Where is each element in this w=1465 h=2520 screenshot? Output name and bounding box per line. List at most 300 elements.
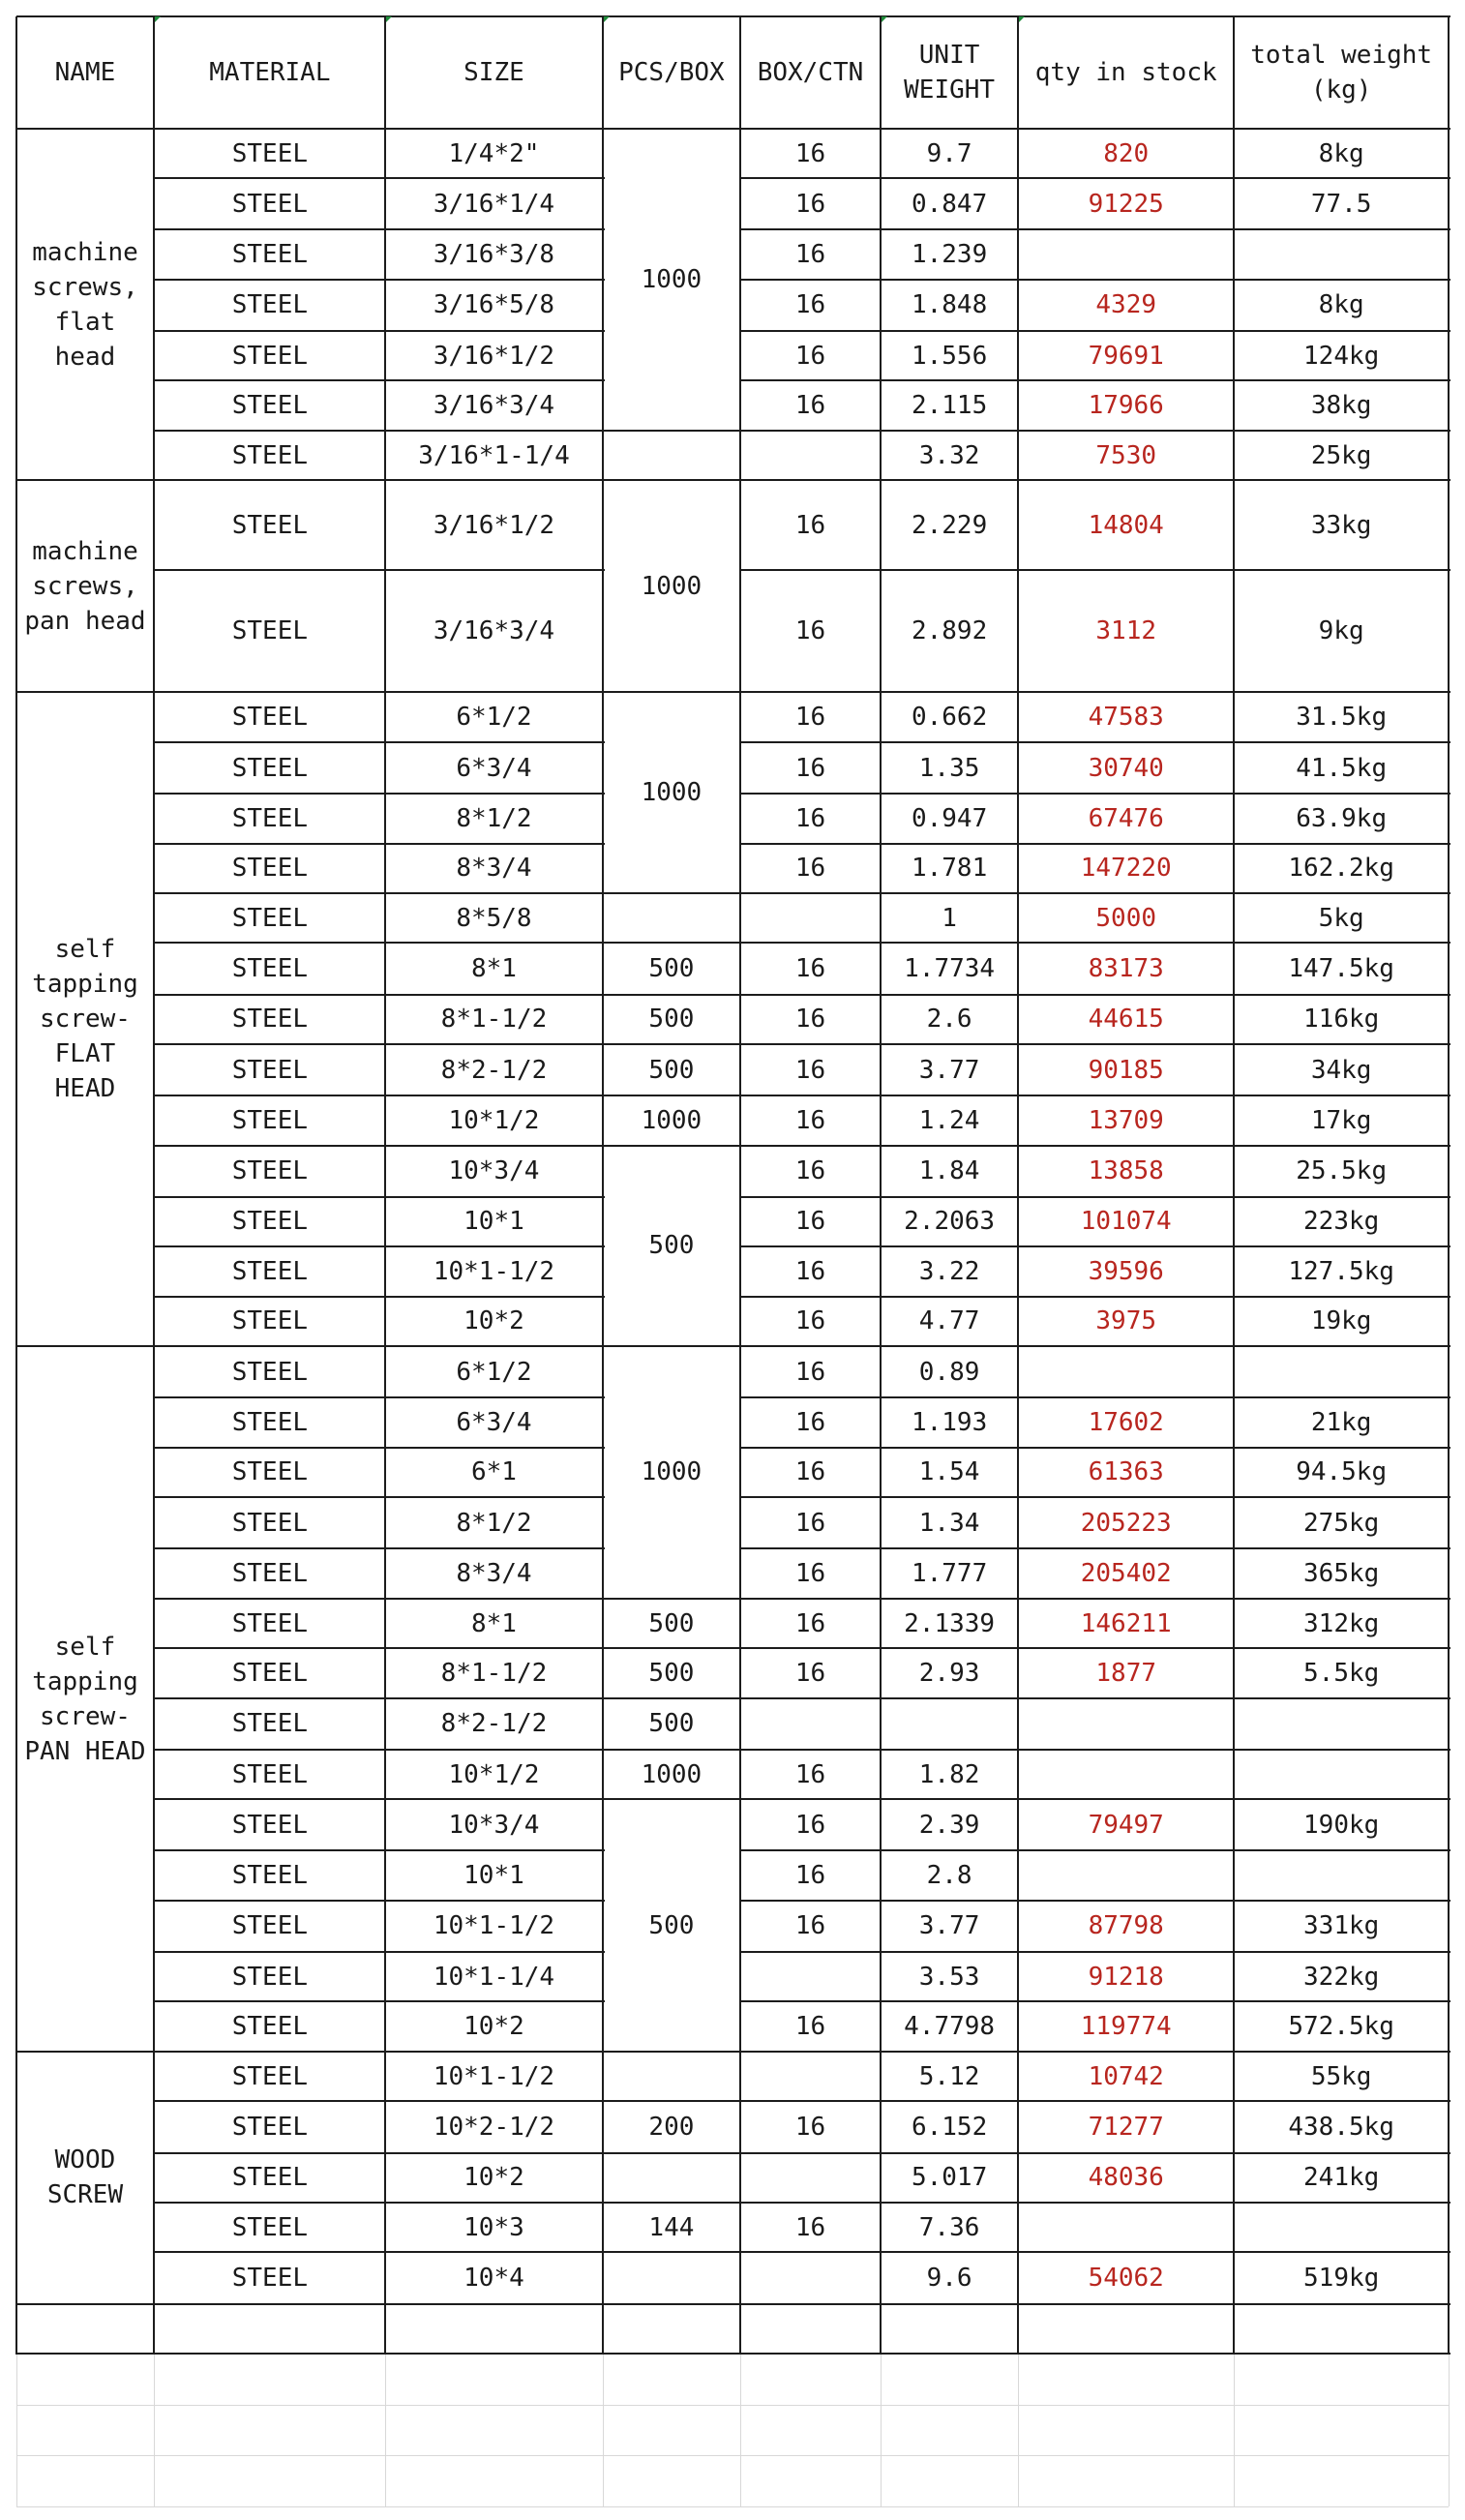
qty-in-stock-cell: 87798 <box>1088 1911 1164 1941</box>
row-border <box>154 1598 604 1600</box>
material-cell: STEEL <box>231 1105 309 1135</box>
total-weight-cell: 33kg <box>1310 510 1372 540</box>
unit-weight-cell: 4.7798 <box>904 2012 996 2042</box>
unit-weight-cell: 1.848 <box>911 290 988 320</box>
total-weight-cell: 5kg <box>1318 903 1364 933</box>
column-border <box>384 16 386 2355</box>
size-cell: 10*3/4 <box>448 1810 540 1840</box>
row-border <box>740 330 1450 332</box>
size-cell: 10*1 <box>463 1207 524 1237</box>
row-border <box>154 1095 604 1096</box>
pcs-box-cell: 144 <box>648 2212 695 2242</box>
qty-in-stock-cell <box>1018 2203 1233 2252</box>
row-border <box>154 1900 604 1902</box>
sheet-gridline <box>385 2354 386 2506</box>
box-ctn-cell: 16 <box>794 341 826 371</box>
header-material: MATERIAL <box>209 57 331 87</box>
unit-weight-cell: 1.34 <box>918 1508 980 1538</box>
group-name: self tapping screw- PAN HEAD <box>24 1632 146 1766</box>
row-border <box>740 994 1450 996</box>
total-weight-cell: 21kg <box>1310 1407 1372 1437</box>
box-ctn-cell: 16 <box>794 1810 826 1840</box>
box-ctn-cell: 16 <box>794 1357 826 1387</box>
total-weight-cell <box>1234 1346 1449 1397</box>
box-ctn-cell: 16 <box>794 803 826 833</box>
group-name: self tapping screw- FLAT HEAD <box>32 935 138 1104</box>
group-name: machine screws, pan head <box>24 536 146 636</box>
total-weight-cell: 25.5kg <box>1296 1156 1388 1186</box>
size-cell: 6*1/2 <box>456 1357 532 1387</box>
row-border <box>154 2000 604 2002</box>
sheet-gridline <box>1449 2354 1450 2506</box>
box-ctn-cell: 16 <box>794 240 826 270</box>
unit-weight-cell: 2.8 <box>926 1861 972 1891</box>
size-cell: 3/16*5/8 <box>433 290 555 320</box>
column-border <box>1448 16 1450 2355</box>
box-ctn-cell: 16 <box>794 1306 826 1336</box>
qty-in-stock-cell <box>1018 229 1233 279</box>
pcs-box-border <box>603 1798 743 1800</box>
material-cell: STEEL <box>231 1407 309 1437</box>
unit-weight-cell: 1.7734 <box>904 954 996 984</box>
material-cell: STEEL <box>231 189 309 219</box>
row-border <box>740 1043 1450 1045</box>
material-cell: STEEL <box>231 1207 309 1237</box>
material-cell: STEEL <box>231 510 309 540</box>
qty-in-stock-cell: 7530 <box>1095 440 1157 470</box>
qty-in-stock-cell: 90185 <box>1088 1055 1164 1085</box>
pcs-box-border <box>603 1095 743 1096</box>
material-cell: STEEL <box>231 1559 309 1589</box>
header-box-ctn: BOX/CTN <box>757 57 864 87</box>
row-border <box>154 741 604 743</box>
unit-weight-cell: 2.2063 <box>904 1207 996 1237</box>
unit-weight-cell: 6.152 <box>911 2112 988 2142</box>
row-border <box>740 2202 1450 2204</box>
pcs-box-cell <box>603 431 741 480</box>
box-ctn-cell: 16 <box>794 1105 826 1135</box>
row-border <box>740 279 1450 281</box>
unit-weight-cell: 2.892 <box>911 616 988 646</box>
material-cell: STEEL <box>231 1005 309 1035</box>
box-ctn-cell: 16 <box>794 1156 826 1186</box>
row-border <box>154 1447 604 1449</box>
qty-in-stock-cell: 91225 <box>1088 189 1164 219</box>
qty-in-stock-cell: 147220 <box>1080 854 1172 884</box>
unit-weight-cell: 7.36 <box>918 2212 980 2242</box>
row-border <box>154 1849 604 1851</box>
unit-weight-cell: 9.7 <box>926 138 972 168</box>
qty-in-stock-cell: 820 <box>1103 138 1150 168</box>
row-border <box>154 2100 604 2102</box>
total-weight-cell <box>1234 1750 1449 1799</box>
unit-weight-cell: 3.77 <box>918 1055 980 1085</box>
pcs-box-border <box>603 2202 743 2204</box>
row-border <box>154 892 604 894</box>
pcs-box-cell: 500 <box>648 954 695 984</box>
row-border <box>154 330 604 332</box>
material-cell: STEEL <box>231 753 309 783</box>
material-cell: STEEL <box>231 2263 309 2293</box>
total-weight-cell: 8kg <box>1318 138 1364 168</box>
size-cell: 10*1-1/2 <box>433 1256 555 1286</box>
material-cell: STEEL <box>231 854 309 884</box>
total-weight-cell: 19kg <box>1310 1306 1372 1336</box>
unit-weight-cell: 0.662 <box>911 703 988 733</box>
pcs-box-cell: 1000 <box>641 778 703 808</box>
total-weight-cell: 190kg <box>1303 1810 1380 1840</box>
total-weight-cell: 322kg <box>1303 1962 1380 1992</box>
unit-weight-cell: 1.781 <box>911 854 988 884</box>
size-cell: 8*1 <box>470 1608 517 1638</box>
size-cell: 8*5/8 <box>456 903 532 933</box>
box-ctn-cell <box>740 2052 880 2101</box>
size-cell: 10*1 <box>463 1861 524 1891</box>
material-cell: STEEL <box>231 616 309 646</box>
total-weight-cell: 55kg <box>1310 2061 1372 2091</box>
total-weight-cell: 572.5kg <box>1288 2012 1394 2042</box>
total-weight-cell: 5.5kg <box>1303 1658 1380 1688</box>
pcs-box-border <box>603 994 743 996</box>
total-weight-cell: 17kg <box>1310 1105 1372 1135</box>
total-weight-cell: 124kg <box>1303 341 1380 371</box>
material-cell: STEEL <box>231 1861 309 1891</box>
row-border <box>154 1043 604 1045</box>
group-name: machine screws, flat head <box>32 237 138 372</box>
box-ctn-cell: 16 <box>794 1207 826 1237</box>
size-cell: 10*1-1/2 <box>433 1911 555 1941</box>
row-border <box>154 1245 604 1247</box>
row-border <box>740 228 1450 230</box>
total-weight-cell: 275kg <box>1303 1508 1380 1538</box>
unit-weight-cell: 1.24 <box>918 1105 980 1135</box>
total-weight-cell: 116kg <box>1303 1005 1380 1035</box>
green-corner-marker <box>1018 16 1025 23</box>
pcs-box-border <box>603 2251 743 2253</box>
material-cell: STEEL <box>231 1457 309 1487</box>
material-cell: STEEL <box>231 440 309 470</box>
pcs-box-border <box>603 1697 743 1699</box>
total-weight-cell: 519kg <box>1303 2263 1380 2293</box>
pcs-box-border <box>603 942 743 944</box>
total-weight-cell: 31.5kg <box>1296 703 1388 733</box>
row-border <box>154 1145 604 1147</box>
size-cell: 8*2-1/2 <box>440 1709 548 1739</box>
unit-weight-cell: 1.239 <box>911 240 988 270</box>
qty-in-stock-cell: 101074 <box>1080 1207 1172 1237</box>
qty-in-stock-cell: 146211 <box>1080 1608 1172 1638</box>
material-cell: STEEL <box>231 2012 309 2042</box>
pcs-box-border <box>603 1749 743 1751</box>
row-border <box>154 228 604 230</box>
pcs-box-border <box>603 1647 743 1649</box>
unit-weight-cell <box>881 1698 1019 1750</box>
row-border <box>740 1798 1450 1800</box>
box-ctn-cell: 16 <box>794 1457 826 1487</box>
size-cell: 10*2 <box>463 2012 524 2042</box>
box-ctn-cell: 16 <box>794 290 826 320</box>
unit-weight-cell: 1.556 <box>911 341 988 371</box>
pcs-box-cell <box>603 2153 741 2203</box>
total-weight-cell <box>1234 1850 1449 1900</box>
unit-weight-cell: 5.017 <box>911 2163 988 2193</box>
size-cell: 6*3/4 <box>456 753 532 783</box>
table-bottom-border <box>16 2353 1451 2355</box>
size-cell: 6*1 <box>470 1457 517 1487</box>
total-weight-cell: 147.5kg <box>1288 954 1394 984</box>
qty-in-stock-cell: 5000 <box>1095 903 1157 933</box>
total-weight-cell: 34kg <box>1310 1055 1372 1085</box>
total-weight-cell <box>1234 1698 1449 1750</box>
qty-in-stock-cell: 61363 <box>1088 1457 1164 1487</box>
box-ctn-cell: 16 <box>794 1911 826 1941</box>
sheet-gridline <box>740 2354 741 2506</box>
column-border <box>1233 16 1235 2355</box>
sheet-gridline <box>603 2354 604 2506</box>
material-cell: STEEL <box>231 1759 309 1789</box>
total-weight-cell: 312kg <box>1303 1608 1380 1638</box>
qty-in-stock-cell <box>1018 1698 1233 1750</box>
row-border <box>154 1749 604 1751</box>
pcs-box-border <box>603 2100 743 2102</box>
row-border <box>154 1496 604 1498</box>
total-weight-cell: 438.5kg <box>1288 2112 1394 2142</box>
unit-weight-cell: 2.6 <box>926 1005 972 1035</box>
total-weight-cell: 94.5kg <box>1296 1457 1388 1487</box>
size-cell: 10*2-1/2 <box>433 2112 555 2142</box>
sheet-gridline <box>154 2354 155 2506</box>
size-cell: 8*1-1/2 <box>440 1005 548 1035</box>
row-border <box>740 741 1450 743</box>
qty-in-stock-cell: 79497 <box>1088 1810 1164 1840</box>
size-cell: 10*3 <box>463 2212 524 2242</box>
box-ctn-cell <box>740 431 880 480</box>
size-cell: 3/16*1/4 <box>433 189 555 219</box>
box-ctn-cell: 16 <box>794 1005 826 1035</box>
column-border <box>1017 16 1019 2355</box>
pcs-box-cell: 1000 <box>641 571 703 601</box>
box-ctn-cell: 16 <box>794 1256 826 1286</box>
pcs-box-cell <box>603 2252 741 2303</box>
size-cell: 10*1/2 <box>448 1105 540 1135</box>
unit-weight-cell: 1.84 <box>918 1156 980 1186</box>
row-border <box>154 279 604 281</box>
row-border <box>154 2251 604 2253</box>
header-unit-weight: UNIT WEIGHT <box>904 40 996 105</box>
pcs-box-border <box>603 1598 743 1600</box>
size-cell: 1/4*2" <box>448 138 540 168</box>
qty-in-stock-cell: 14804 <box>1088 510 1164 540</box>
size-cell: 8*1-1/2 <box>440 1658 548 1688</box>
unit-weight-cell: 9.6 <box>926 2263 972 2293</box>
qty-in-stock-cell: 3975 <box>1095 1306 1157 1336</box>
pcs-box-border <box>603 430 743 432</box>
row-border <box>740 1496 1450 1498</box>
qty-in-stock-cell: 47583 <box>1088 703 1164 733</box>
pcs-box-cell: 500 <box>648 1231 695 1261</box>
column-border <box>880 16 882 2355</box>
box-ctn-cell: 16 <box>794 2112 826 2142</box>
row-border <box>740 1196 1450 1198</box>
row-border <box>740 2152 1450 2154</box>
size-cell: 8*3/4 <box>456 1559 532 1589</box>
material-cell: STEEL <box>231 1911 309 1941</box>
material-cell: STEEL <box>231 391 309 421</box>
material-cell: STEEL <box>231 240 309 270</box>
unit-weight-cell: 1.35 <box>918 753 980 783</box>
box-ctn-cell: 16 <box>794 854 826 884</box>
material-cell: STEEL <box>231 2212 309 2242</box>
unit-weight-cell: 1.193 <box>911 1407 988 1437</box>
size-cell: 10*4 <box>463 2263 524 2293</box>
unit-weight-cell: 3.53 <box>918 1962 980 1992</box>
size-cell: 10*2 <box>463 2163 524 2193</box>
total-weight-cell: 331kg <box>1303 1911 1380 1941</box>
pcs-box-cell <box>603 893 741 943</box>
row-border <box>740 1447 1450 1449</box>
size-cell: 6*1/2 <box>456 703 532 733</box>
qty-in-stock-cell: 17602 <box>1088 1407 1164 1437</box>
material-cell: STEEL <box>231 1055 309 1085</box>
size-cell: 10*1/2 <box>448 1759 540 1789</box>
row-border <box>740 2100 1450 2102</box>
unit-weight-cell: 0.947 <box>911 803 988 833</box>
row-border <box>154 430 604 432</box>
row-border <box>740 379 1450 381</box>
material-cell: STEEL <box>231 1357 309 1387</box>
row-border <box>740 1598 1450 1600</box>
column-border <box>153 16 155 2355</box>
material-cell: STEEL <box>231 1658 309 1688</box>
box-ctn-cell: 16 <box>794 1759 826 1789</box>
total-weight-cell: 241kg <box>1303 2163 1380 2193</box>
size-cell: 8*1/2 <box>456 1508 532 1538</box>
qty-in-stock-cell: 205223 <box>1080 1508 1172 1538</box>
row-border <box>740 843 1450 845</box>
row-border <box>154 942 604 944</box>
unit-weight-cell: 5.12 <box>918 2061 980 2091</box>
size-cell: 10*1-1/2 <box>433 2061 555 2091</box>
row-border <box>740 793 1450 795</box>
box-ctn-cell: 16 <box>794 1407 826 1437</box>
group-name: WOOD SCREW <box>46 2145 124 2210</box>
unit-weight-cell: 3.77 <box>918 1911 980 1941</box>
pcs-box-cell: 200 <box>648 2112 695 2142</box>
qty-in-stock-cell <box>1018 1850 1233 1900</box>
size-cell: 6*3/4 <box>456 1407 532 1437</box>
total-weight-cell: 9kg <box>1318 616 1364 646</box>
qty-in-stock-cell: 71277 <box>1088 2112 1164 2142</box>
pcs-box-cell: 1000 <box>641 1759 703 1789</box>
row-border <box>740 1547 1450 1549</box>
sheet-gridline <box>16 2354 17 2506</box>
qty-in-stock-cell: 10742 <box>1088 2061 1164 2091</box>
header-name: NAME <box>54 57 116 87</box>
material-cell: STEEL <box>231 1156 309 1186</box>
material-cell: STEEL <box>231 954 309 984</box>
total-weight-cell: 25kg <box>1310 440 1372 470</box>
size-cell: 8*1/2 <box>456 803 532 833</box>
size-cell: 3/16*3/4 <box>433 391 555 421</box>
row-border <box>154 1396 604 1398</box>
pcs-box-cell: 500 <box>648 1055 695 1085</box>
box-ctn-cell: 16 <box>794 1658 826 1688</box>
row-border <box>154 569 604 571</box>
box-ctn-cell: 16 <box>794 2212 826 2242</box>
row-border <box>740 1647 1450 1649</box>
row-border <box>740 1749 1450 1751</box>
box-ctn-cell: 16 <box>794 616 826 646</box>
size-cell: 10*2 <box>463 1306 524 1336</box>
row-border <box>740 1697 1450 1699</box>
row-border <box>740 1900 1450 1902</box>
pcs-box-cell: 1000 <box>641 264 703 294</box>
qty-in-stock-cell: 39596 <box>1088 1256 1164 1286</box>
unit-weight-cell: 0.89 <box>918 1357 980 1387</box>
row-border <box>740 1396 1450 1398</box>
qty-in-stock-cell: 1877 <box>1095 1658 1157 1688</box>
unit-weight-cell: 1.82 <box>918 1759 980 1789</box>
box-ctn-cell: 16 <box>794 510 826 540</box>
material-cell: STEEL <box>231 803 309 833</box>
qty-in-stock-cell: 91218 <box>1088 1962 1164 1992</box>
row-border <box>154 1697 604 1699</box>
row-border <box>740 2251 1450 2253</box>
row-border <box>740 1849 1450 1851</box>
qty-in-stock-cell: 79691 <box>1088 341 1164 371</box>
box-ctn-cell <box>740 1952 880 2001</box>
pcs-box-cell: 500 <box>648 1005 695 1035</box>
pcs-box-cell: 500 <box>648 1608 695 1638</box>
unit-weight-cell: 2.115 <box>911 391 988 421</box>
unit-weight-cell: 2.229 <box>911 510 988 540</box>
sheet-gridline <box>881 2354 882 2506</box>
box-ctn-cell: 16 <box>794 391 826 421</box>
row-border <box>154 2202 604 2204</box>
total-weight-cell <box>1234 229 1449 279</box>
row-border <box>740 1296 1450 1298</box>
pcs-box-border <box>603 892 743 894</box>
qty-in-stock-cell: 44615 <box>1088 1005 1164 1035</box>
box-ctn-cell <box>740 2153 880 2203</box>
pcs-box-border <box>603 1043 743 1045</box>
unit-weight-cell: 3.32 <box>918 440 980 470</box>
row-border <box>154 177 604 179</box>
pcs-box-cell: 500 <box>648 1658 695 1688</box>
total-weight-cell: 162.2kg <box>1288 854 1394 884</box>
row-border <box>154 2152 604 2154</box>
qty-in-stock-cell: 67476 <box>1088 803 1164 833</box>
table-top-border <box>16 15 1451 17</box>
column-border <box>15 16 17 2355</box>
material-cell: STEEL <box>231 1962 309 1992</box>
row-border <box>154 379 604 381</box>
total-weight-cell: 365kg <box>1303 1559 1380 1589</box>
material-cell: STEEL <box>231 1608 309 1638</box>
column-border <box>739 16 741 2355</box>
size-cell: 3/16*1/2 <box>433 510 555 540</box>
unit-weight-cell: 3.22 <box>918 1256 980 1286</box>
size-cell: 10*3/4 <box>448 1156 540 1186</box>
unit-weight-cell: 4.77 <box>918 1306 980 1336</box>
box-ctn-cell: 16 <box>794 1608 826 1638</box>
row-border <box>740 1951 1450 1953</box>
qty-in-stock-cell: 17966 <box>1088 391 1164 421</box>
material-cell: STEEL <box>231 703 309 733</box>
size-cell: 8*1 <box>470 954 517 984</box>
qty-in-stock-cell: 30740 <box>1088 753 1164 783</box>
qty-in-stock-cell: 3112 <box>1095 616 1157 646</box>
